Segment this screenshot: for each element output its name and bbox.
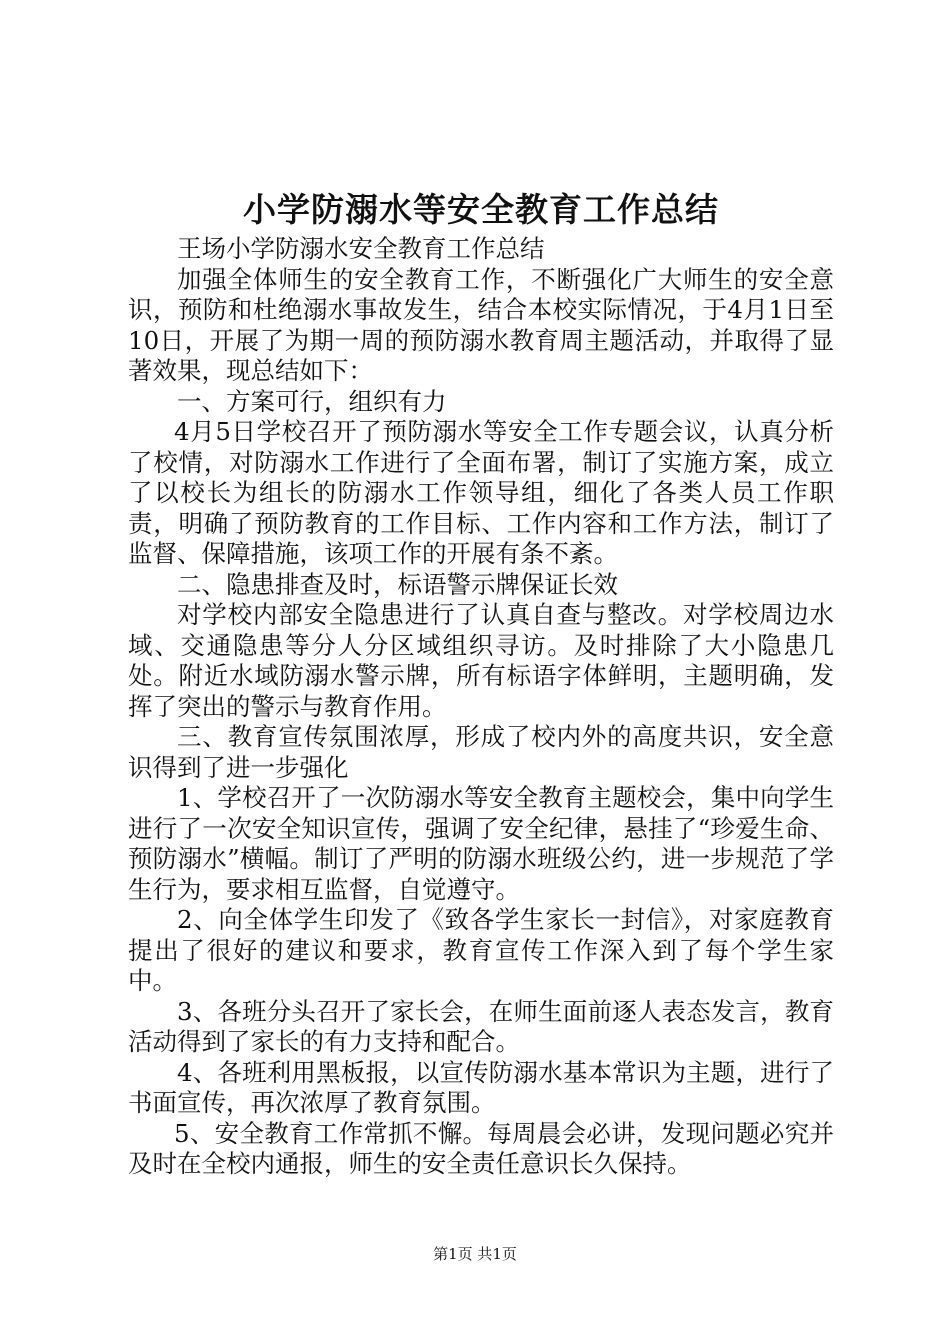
page-number-footer: 第1页 共1页 — [433, 1245, 517, 1263]
section-heading-3: 三、教育宣传氛围浓厚，形成了校内外的高度共识，安全意识得到了进一步强化 — [128, 722, 834, 782]
section-2-paragraph: 对学校内部安全隐患进行了认真自查与整改。对学校周边水域、交通隐患等分人分区域组织寻访。及时排除了大小隐患几处。附近水域防溺水警示牌，所有标语字体鲜明，主题明确，发挥了突出的警示与教育作用。 — [128, 600, 834, 721]
section-1-paragraph: 4月5日学校召开了预防溺水等安全工作专题会议，认真分析了校情，对防溺水工作进行了全面布署，制订了实施方案，成立了以校长为组长的防溺水工作领导组，细化了各类人员工作职责，明确了预防教育的工作目标、工作内容和工作方法，制订了监督、保障措施，该项工作的开展有条不紊。 — [128, 417, 834, 568]
document-body — [128, 188, 834, 1180]
subtitle-paragraph: 王场小学防溺水安全教育工作总结 — [177, 234, 545, 263]
document-title: 小学防溺水等安全教育工作总结 — [243, 190, 719, 229]
section-heading-2: 二、隐患排查及时，标语警示牌保证长效 — [177, 569, 618, 599]
list-item-5: 5、安全教育工作常抓不懈。每周晨会必讲，发现问题必究并及时在全校内通报，师生的安全责任意识长久保持。 — [128, 1118, 834, 1178]
intro-paragraph: 加强全体师生的安全教育工作，不断强化广大师生的安全意识，预防和杜绝溺水事故发生，结合本校实际情况，于4月1日至10日，开展了为期一周的预防溺水教育周主题活动，并取得了显著效果，现总结如下： — [128, 264, 834, 385]
section-heading-1: 一、方案可行，组织有力 — [177, 386, 447, 416]
list-item-4: 4、各班利用黑板报，以宣传防溺水基本常识为主题，进行了书面宣传，再次浓厚了教育氛围。 — [128, 1057, 834, 1117]
list-item-3: 3、各班分头召开了家长会，在师生面前逐人表态发言，教育活动得到了家长的有力支持和配合。 — [128, 996, 834, 1056]
list-item-2: 2、向全体学生印发了《致各学生家长一封信》，对家庭教育提出了很好的建议和要求，教育宣传工作深入到了每个学生家中。 — [128, 905, 834, 995]
list-item-1: 1、学校召开了一次防溺水等安全教育主题校会，集中向学生进行了一次安全知识宣传，强调了安全纪律，悬挂了“珍爱生命、预防溺水”横幅。制订了严明的防溺水班级公约，进一步规范了学生行为，要求相互监督，自觉遵守。 — [128, 783, 834, 904]
